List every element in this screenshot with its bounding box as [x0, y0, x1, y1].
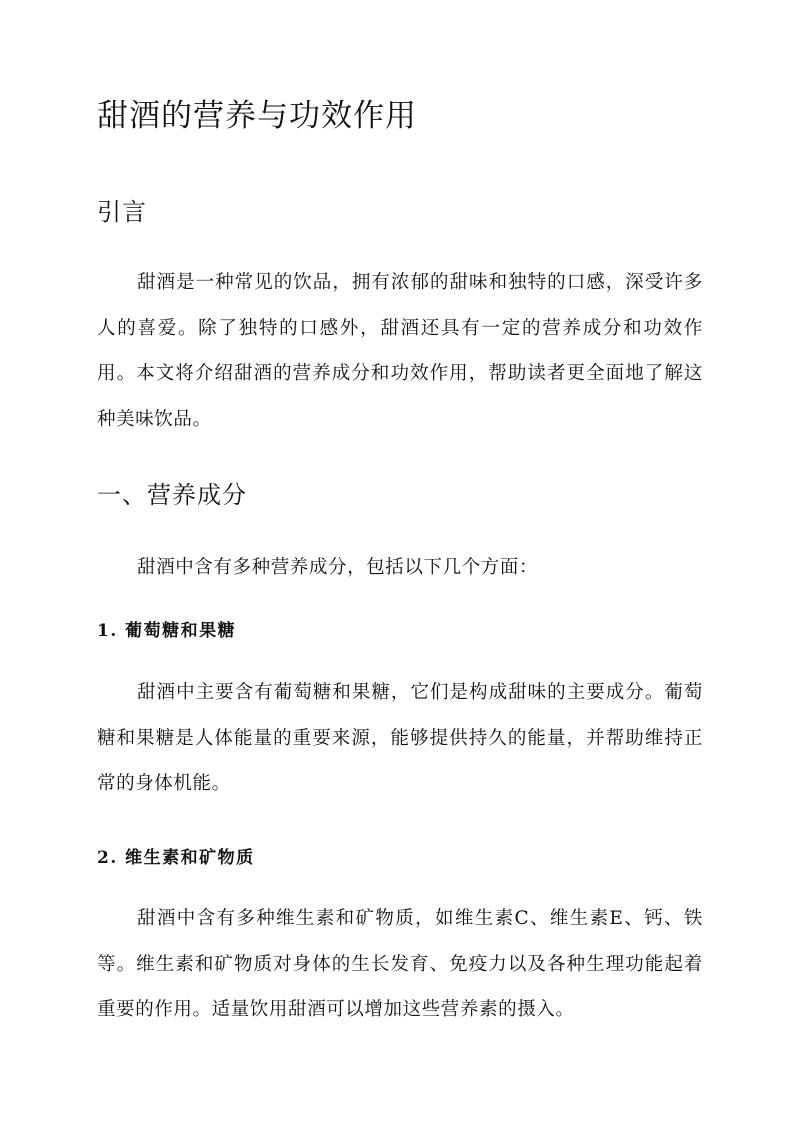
intro-paragraph: 甜酒是一种常见的饮品，拥有浓郁的甜味和独特的口感，深受许多人的喜爱。除了独特的口感外，甜酒还具有一定的营养成分和功效作用。本文将介绍甜酒的营养成分和功效作用，帮助读者更全面地了解这种美味饮品。	[97, 272, 703, 430]
intro-heading: 引言	[97, 198, 147, 226]
nutrition-intro-paragraph: 甜酒中含有多种营养成分，包括以下几个方面：	[137, 557, 539, 578]
subsection-heading-sugars: 1. 葡萄糖和果糖	[97, 621, 237, 641]
nutrition-heading: 一、营养成分	[97, 481, 247, 509]
document-title: 甜酒的营养与功效作用	[97, 98, 417, 134]
subsection-heading-vitamins: 2. 维生素和矿物质	[97, 848, 255, 868]
subsection-paragraph-sugars: 甜酒中主要含有葡萄糖和果糖，它们是构成甜味的主要成分。葡萄糖和果糖是人体能量的重要来源，能够提供持久的能量，并帮助维持正常的身体机能。	[97, 682, 703, 794]
subsection-paragraph-vitamins: 甜酒中含有多种维生素和矿物质，如维生素C、维生素E、钙、铁等。维生素和矿物质对身体的生长发育、免疫力以及各种生理功能起着重要的作用。适量饮用甜酒可以增加这些营养素的摄入。	[97, 908, 703, 1020]
